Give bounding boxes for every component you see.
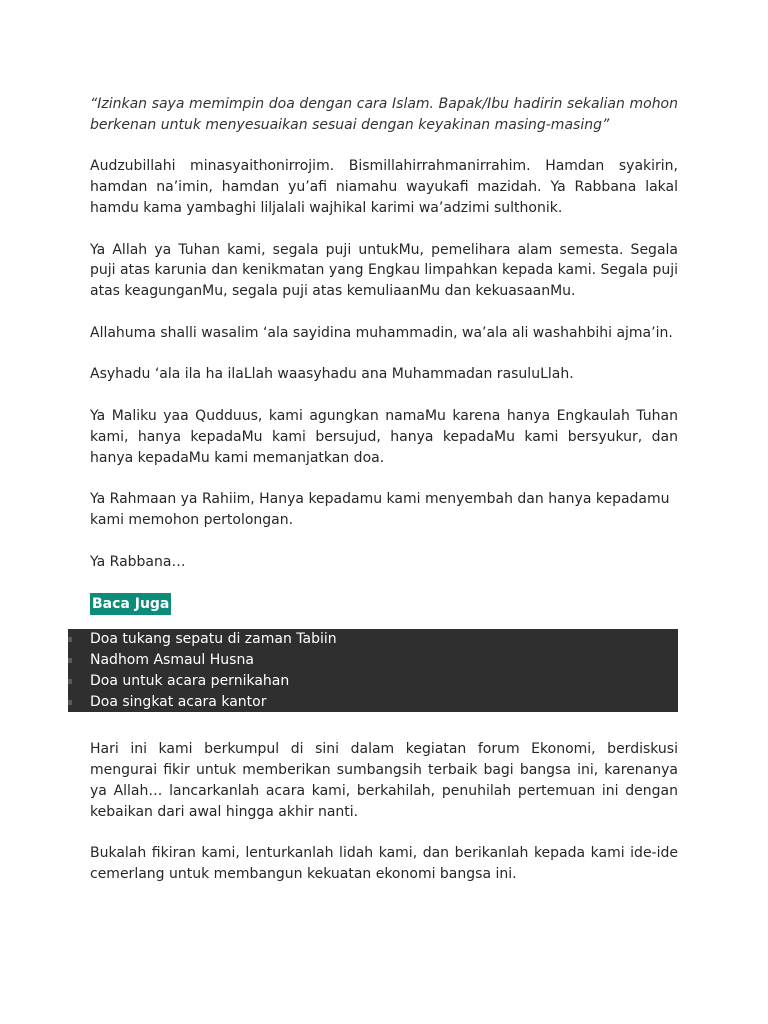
glorification-paragraph: Ya Maliku yaa Qudduus, kami agungkan namaMu karena hanya Engkaulah Tuhan kami, hanya kepadaMu kami bersujud, hanya kepadaMu kami bersyukur, dan hanya kepadaMu kami memanjatkan doa.: [90, 407, 678, 466]
bullet-icon: [68, 658, 72, 663]
opening-prayer-paragraph: Audzubillahi minasyaithonirrojim. Bismillahirrahmanirrahim. Hamdan syakirin, hamdan na’imin, hamdan yu’afi niamahu wayukafi mazidah. Ya Rabbana lakal hamdu kama yambaghi liljalali wajhikal karimi wa’adzimi sulthonik.: [90, 158, 678, 216]
related-link-item[interactable]: [68, 671, 678, 692]
bullet-icon: [68, 637, 72, 642]
related-link-item[interactable]: [68, 650, 678, 671]
forum-paragraph: Hari ini kami berkumpul di sini dalam kegiatan forum Ekonomi, berdiskusi mengurai fikir untuk memberikan sumbangsih terbaik bagi bangsa ini, karenanya ya Allah… lancarkanlah acara kami, berkahilah, penuhilah pertemuan ini dengan kebaikan dari awal hingga akhir nanti.: [90, 741, 678, 820]
related-link-label[interactable]: Doa untuk acara pernikahan: [90, 672, 290, 689]
related-heading-wrap: [90, 593, 678, 615]
related-link-label[interactable]: Doa tukang sepatu di zaman Tabiin: [90, 631, 337, 648]
shalawat-paragraph: Allahuma shalli wasalim ‘ala sayidina muhammadin, wa’ala ali washahbihi ajma’in.: [90, 324, 673, 341]
article-body: [90, 94, 678, 906]
praise-paragraph: Ya Allah ya Tuhan kami, segala puji untukMu, pemelihara alam semesta. Segala puji atas karunia dan kenikmatan yang Engkau limpahkan kepada kami. Segala puji atas keagunganMu, segala puji atas kemuliaanMu dan kekuasaanMu.: [90, 241, 678, 300]
related-heading: Baca Juga: [90, 593, 171, 615]
closing-paragraph: Bukalah fikiran kami, lenturkanlah lidah kami, dan berikanlah kepada kami ide-ide cemerlang untuk membangun kekuatan ekonomi bangsa ini.: [90, 845, 678, 883]
related-link-item[interactable]: [68, 692, 678, 713]
related-links-list: [68, 629, 678, 712]
ya-rabbana-paragraph: Ya Rabbana…: [90, 553, 186, 570]
related-link-label[interactable]: Nadhom Asmaul Husna: [90, 651, 254, 668]
related-link-item[interactable]: [68, 629, 678, 650]
bullet-icon: [68, 679, 72, 684]
bullet-icon: [68, 700, 72, 705]
syahadat-paragraph: Asyhadu ‘ala ila ha ilaLlah waasyhadu ana Muhammadan rasuluLlah.: [90, 366, 574, 383]
intro-quote-paragraph: “Izinkan saya memimpin doa dengan cara Islam. Bapak/Ibu hadirin sekalian mohon berkenan untuk menyesuaikan sesuai dengan keyakinan masing-masing”: [90, 96, 678, 133]
related-link-label[interactable]: Doa singkat acara kantor: [90, 693, 267, 710]
supplication-paragraph: Ya Rahmaan ya Rahiim, Hanya kepadamu kami menyembah dan hanya kepadamu kami memohon pertolongan.: [90, 491, 670, 528]
